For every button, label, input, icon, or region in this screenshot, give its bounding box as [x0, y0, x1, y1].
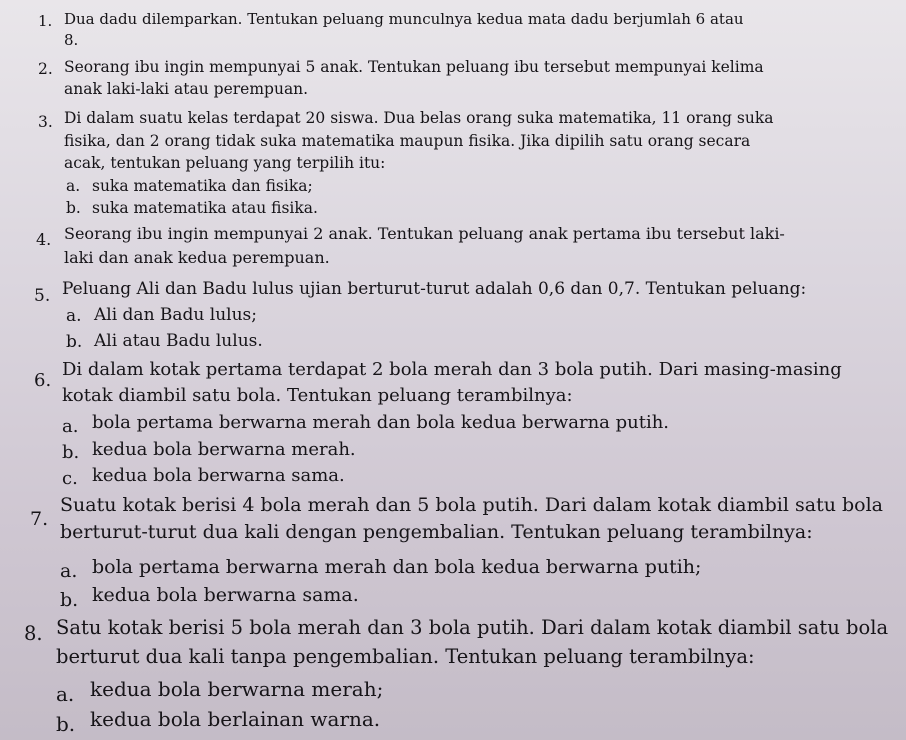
- question-2-line-2: anak laki-laki atau perempuan.: [64, 80, 309, 98]
- question-5-option-b-letter: b.: [66, 332, 83, 352]
- question-7-line-2: berturut-turut dua kali dengan pengembalian. Tentukan peluang terambilnya:: [60, 521, 813, 543]
- question-8-option-a-letter: a.: [56, 682, 75, 706]
- question-8-option-a-text: kedua bola berwarna merah;: [90, 677, 384, 701]
- question-5-option-b-text: Ali atau Badu lulus.: [94, 331, 263, 351]
- question-8-number: 8.: [24, 622, 43, 645]
- question-4-line-1: Seorang ibu ingin mempunyai 2 anak. Tentukan peluang anak pertama ibu tersebut laki-: [64, 224, 785, 243]
- question-1-number: 1.: [38, 12, 53, 30]
- question-7-number: 7.: [30, 508, 49, 530]
- question-2-line-1: Seorang ibu ingin mempunyai 5 anak. Tentukan peluang ibu tersebut mempunyai kelima: [64, 58, 764, 76]
- question-6-option-a-text: bola pertama berwarna merah dan bola kedua berwarna putih.: [92, 412, 670, 433]
- question-3-line-2: fisika, dan 2 orang tidak suka matematika maupun fisika. Jika dipilih satu orang secara: [64, 132, 751, 150]
- question-7-option-a-letter: a.: [60, 560, 78, 582]
- question-8-line-2: berturut dua kali tanpa pengembalian. Tentukan peluang terambilnya:: [56, 645, 755, 668]
- question-7-option-b-letter: b.: [60, 589, 79, 611]
- question-6-option-b-letter: b.: [62, 442, 80, 463]
- question-4-line-2: laki dan anak kedua perempuan.: [64, 248, 330, 267]
- question-2-number: 2.: [38, 60, 53, 78]
- question-6-option-b-text: kedua bola berwarna merah.: [92, 439, 356, 460]
- question-3-option-b-text: suka matematika atau fisika.: [92, 199, 318, 217]
- question-7-line-1: Suatu kotak berisi 4 bola merah dan 5 bola putih. Dari dalam kotak diambil satu bola: [60, 494, 883, 516]
- question-8-option-b-letter: b.: [56, 712, 76, 736]
- question-3-line-3: acak, tentukan peluang yang terpilih itu:: [64, 154, 386, 172]
- question-4-number: 4.: [36, 230, 52, 249]
- question-6-line-1: Di dalam kotak pertama terdapat 2 bola merah dan 3 bola putih. Dari masing-masing: [62, 359, 842, 380]
- question-8-option-b-text: kedua bola berlainan warna.: [90, 707, 381, 731]
- question-3-option-a-letter: a.: [66, 177, 81, 195]
- question-3-line-1: Di dalam suatu kelas terdapat 20 siswa. Dua belas orang suka matematika, 11 orang suka: [64, 109, 774, 127]
- question-5-line-1: Peluang Ali dan Badu lulus ujian berturut-turut adalah 0,6 dan 0,7. Tentukan peluang:: [62, 279, 807, 299]
- question-1-line-2: 8.: [64, 31, 79, 49]
- question-5-option-a-text: Ali dan Badu lulus;: [94, 305, 258, 325]
- question-7-option-a-text: bola pertama berwarna merah dan bola kedua berwarna putih;: [92, 556, 702, 578]
- question-1-line-1: Dua dadu dilemparkan. Tentukan peluang munculnya kedua mata dadu berjumlah 6 atau: [64, 10, 744, 28]
- question-3-option-a-text: suka matematika dan fisika;: [92, 177, 313, 195]
- question-3-option-b-letter: b.: [66, 199, 81, 217]
- question-6-option-c-text: kedua bola berwarna sama.: [92, 465, 345, 486]
- question-8-line-1: Satu kotak berisi 5 bola merah dan 3 bola putih. Dari dalam kotak diambil satu bola: [56, 616, 889, 639]
- question-6-option-a-letter: a.: [62, 416, 79, 437]
- question-6-number: 6.: [34, 370, 52, 391]
- question-6-line-2: kotak diambil satu bola. Tentukan peluang terambilnya:: [62, 385, 573, 406]
- question-6-option-c-letter: c.: [62, 468, 78, 489]
- question-3-number: 3.: [38, 113, 53, 131]
- question-5-option-a-letter: a.: [66, 306, 82, 326]
- question-7-option-b-text: kedua bola berwarna sama.: [92, 584, 359, 606]
- question-5-number: 5.: [34, 286, 51, 306]
